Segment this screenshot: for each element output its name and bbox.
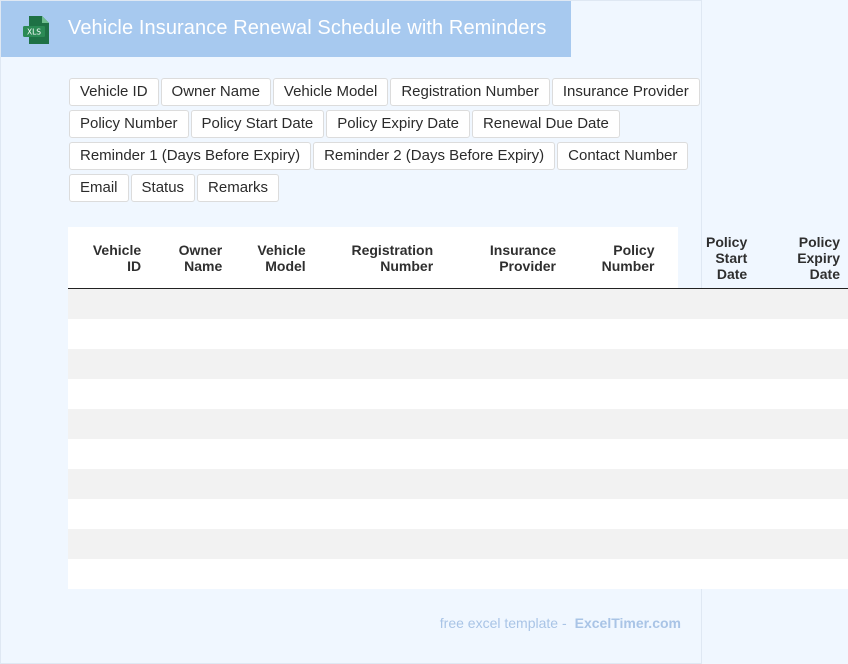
table-cell[interactable] <box>663 559 756 589</box>
table-cell[interactable] <box>441 529 564 559</box>
table-cell[interactable] <box>314 409 441 439</box>
table-cell[interactable] <box>755 559 848 589</box>
table-cell[interactable] <box>314 499 441 529</box>
table-cell[interactable] <box>230 499 313 529</box>
table-cell[interactable] <box>230 409 313 439</box>
table-cell[interactable] <box>441 499 564 529</box>
column-header: Registration Number <box>314 227 441 289</box>
table-cell[interactable] <box>564 559 663 589</box>
table-cell[interactable] <box>755 529 848 559</box>
table-cell[interactable] <box>441 439 564 469</box>
table-cell[interactable] <box>564 529 663 559</box>
table-cell[interactable] <box>663 409 756 439</box>
field-row <box>69 78 699 106</box>
field-chip: Email <box>69 174 129 202</box>
table-cell[interactable] <box>149 409 230 439</box>
table-cell[interactable] <box>314 379 441 409</box>
table-cell[interactable] <box>441 469 564 499</box>
table-row <box>68 529 848 559</box>
table-cell[interactable] <box>441 349 564 379</box>
table-cell[interactable] <box>441 409 564 439</box>
table-cell[interactable] <box>68 529 149 559</box>
table-cell[interactable] <box>230 529 313 559</box>
column-header: Policy Start Date <box>663 227 756 289</box>
header-banner <box>1 1 571 57</box>
table-cell[interactable] <box>564 499 663 529</box>
field-chip: Remarks <box>197 174 279 202</box>
table-cell[interactable] <box>230 379 313 409</box>
table-cell[interactable] <box>149 439 230 469</box>
table-cell[interactable] <box>68 349 149 379</box>
column-header: Insurance Provider <box>441 227 564 289</box>
field-row <box>69 110 699 138</box>
table-cell[interactable] <box>230 289 313 320</box>
table-cell[interactable] <box>68 559 149 589</box>
table-row <box>68 409 848 439</box>
xls-icon-label: XLS <box>26 27 42 37</box>
table-cell[interactable] <box>314 289 441 320</box>
table-cell[interactable] <box>441 379 564 409</box>
table-row <box>68 439 848 469</box>
table-row <box>68 499 848 529</box>
field-chip: Policy Start Date <box>191 110 325 138</box>
table-cell[interactable] <box>663 499 756 529</box>
table-cell[interactable] <box>755 409 848 439</box>
table-cell[interactable] <box>149 529 230 559</box>
table-cell[interactable] <box>755 349 848 379</box>
table-cell[interactable] <box>564 379 663 409</box>
field-row <box>69 142 699 170</box>
field-chip: Owner Name <box>161 78 271 106</box>
field-chip: Insurance Provider <box>552 78 700 106</box>
table-cell[interactable] <box>230 319 313 349</box>
column-header: Vehicle ID <box>68 227 149 289</box>
table-cell[interactable] <box>564 289 663 320</box>
table-cell[interactable] <box>68 439 149 469</box>
table-cell[interactable] <box>441 559 564 589</box>
table-cell[interactable] <box>230 349 313 379</box>
table-cell[interactable] <box>68 289 149 320</box>
table-cell[interactable] <box>564 349 663 379</box>
field-chip: Contact Number <box>557 142 688 170</box>
table-cell[interactable] <box>564 409 663 439</box>
table-cell[interactable] <box>564 319 663 349</box>
table-cell[interactable] <box>755 499 848 529</box>
field-chip: Reminder 1 (Days Before Expiry) <box>69 142 311 170</box>
table-row <box>68 379 848 409</box>
data-table <box>68 227 840 589</box>
table-header-row <box>68 227 848 289</box>
column-header: Owner Name <box>149 227 230 289</box>
table-cell[interactable] <box>68 379 149 409</box>
field-row <box>69 174 699 202</box>
field-list <box>69 78 699 206</box>
table-cell[interactable] <box>149 289 230 320</box>
table-cell[interactable] <box>314 469 441 499</box>
table-cell[interactable] <box>314 439 441 469</box>
table-cell[interactable] <box>441 289 564 320</box>
table-body <box>68 289 848 590</box>
table-cell[interactable] <box>230 469 313 499</box>
table-row <box>68 469 848 499</box>
field-chip: Policy Expiry Date <box>326 110 470 138</box>
table-cell[interactable] <box>755 469 848 499</box>
table-cell[interactable] <box>149 559 230 589</box>
table-row <box>68 289 848 320</box>
table-cell[interactable] <box>663 379 756 409</box>
field-chip: Status <box>131 174 196 202</box>
table-cell[interactable] <box>755 439 848 469</box>
footer-brand-link[interactable]: ExcelTimer.com <box>574 615 681 631</box>
table-cell[interactable] <box>230 439 313 469</box>
table-cell[interactable] <box>149 469 230 499</box>
table-cell[interactable] <box>314 559 441 589</box>
table-cell[interactable] <box>149 499 230 529</box>
table-cell[interactable] <box>564 469 663 499</box>
table-cell[interactable] <box>663 439 756 469</box>
table-cell[interactable] <box>755 289 848 320</box>
table-cell[interactable] <box>68 469 149 499</box>
table-cell[interactable] <box>663 289 756 320</box>
table-cell[interactable] <box>755 379 848 409</box>
table-cell[interactable] <box>230 559 313 589</box>
table-cell[interactable] <box>663 349 756 379</box>
table-cell[interactable] <box>663 469 756 499</box>
table-cell[interactable] <box>314 529 441 559</box>
field-chip: Policy Number <box>69 110 189 138</box>
table-row <box>68 559 848 589</box>
footer-credit <box>440 615 681 631</box>
table-cell[interactable] <box>663 319 756 349</box>
xls-file-icon <box>22 15 52 45</box>
table-row <box>68 319 848 349</box>
table-cell[interactable] <box>68 499 149 529</box>
table-cell[interactable] <box>441 319 564 349</box>
table-cell[interactable] <box>564 439 663 469</box>
column-header: Policy Expiry Date <box>755 227 848 289</box>
table-cell[interactable] <box>314 349 441 379</box>
table-cell[interactable] <box>68 409 149 439</box>
field-chip: Renewal Due Date <box>472 110 620 138</box>
table-row <box>68 349 848 379</box>
table-cell[interactable] <box>149 379 230 409</box>
page-title: Vehicle Insurance Renewal Schedule with Reminders <box>68 17 547 39</box>
footer-prefix: free excel template - <box>439 615 567 631</box>
table-cell[interactable] <box>149 319 230 349</box>
field-chip: Registration Number <box>390 78 550 106</box>
field-chip: Vehicle ID <box>69 78 159 106</box>
table-cell[interactable] <box>663 529 756 559</box>
table-cell[interactable] <box>314 319 441 349</box>
column-header: Vehicle Model <box>230 227 313 289</box>
table-cell[interactable] <box>755 319 848 349</box>
field-chip: Vehicle Model <box>273 78 388 106</box>
field-chip: Reminder 2 (Days Before Expiry) <box>313 142 555 170</box>
table-cell[interactable] <box>149 349 230 379</box>
column-header: Policy Number <box>564 227 663 289</box>
table-cell[interactable] <box>68 319 149 349</box>
